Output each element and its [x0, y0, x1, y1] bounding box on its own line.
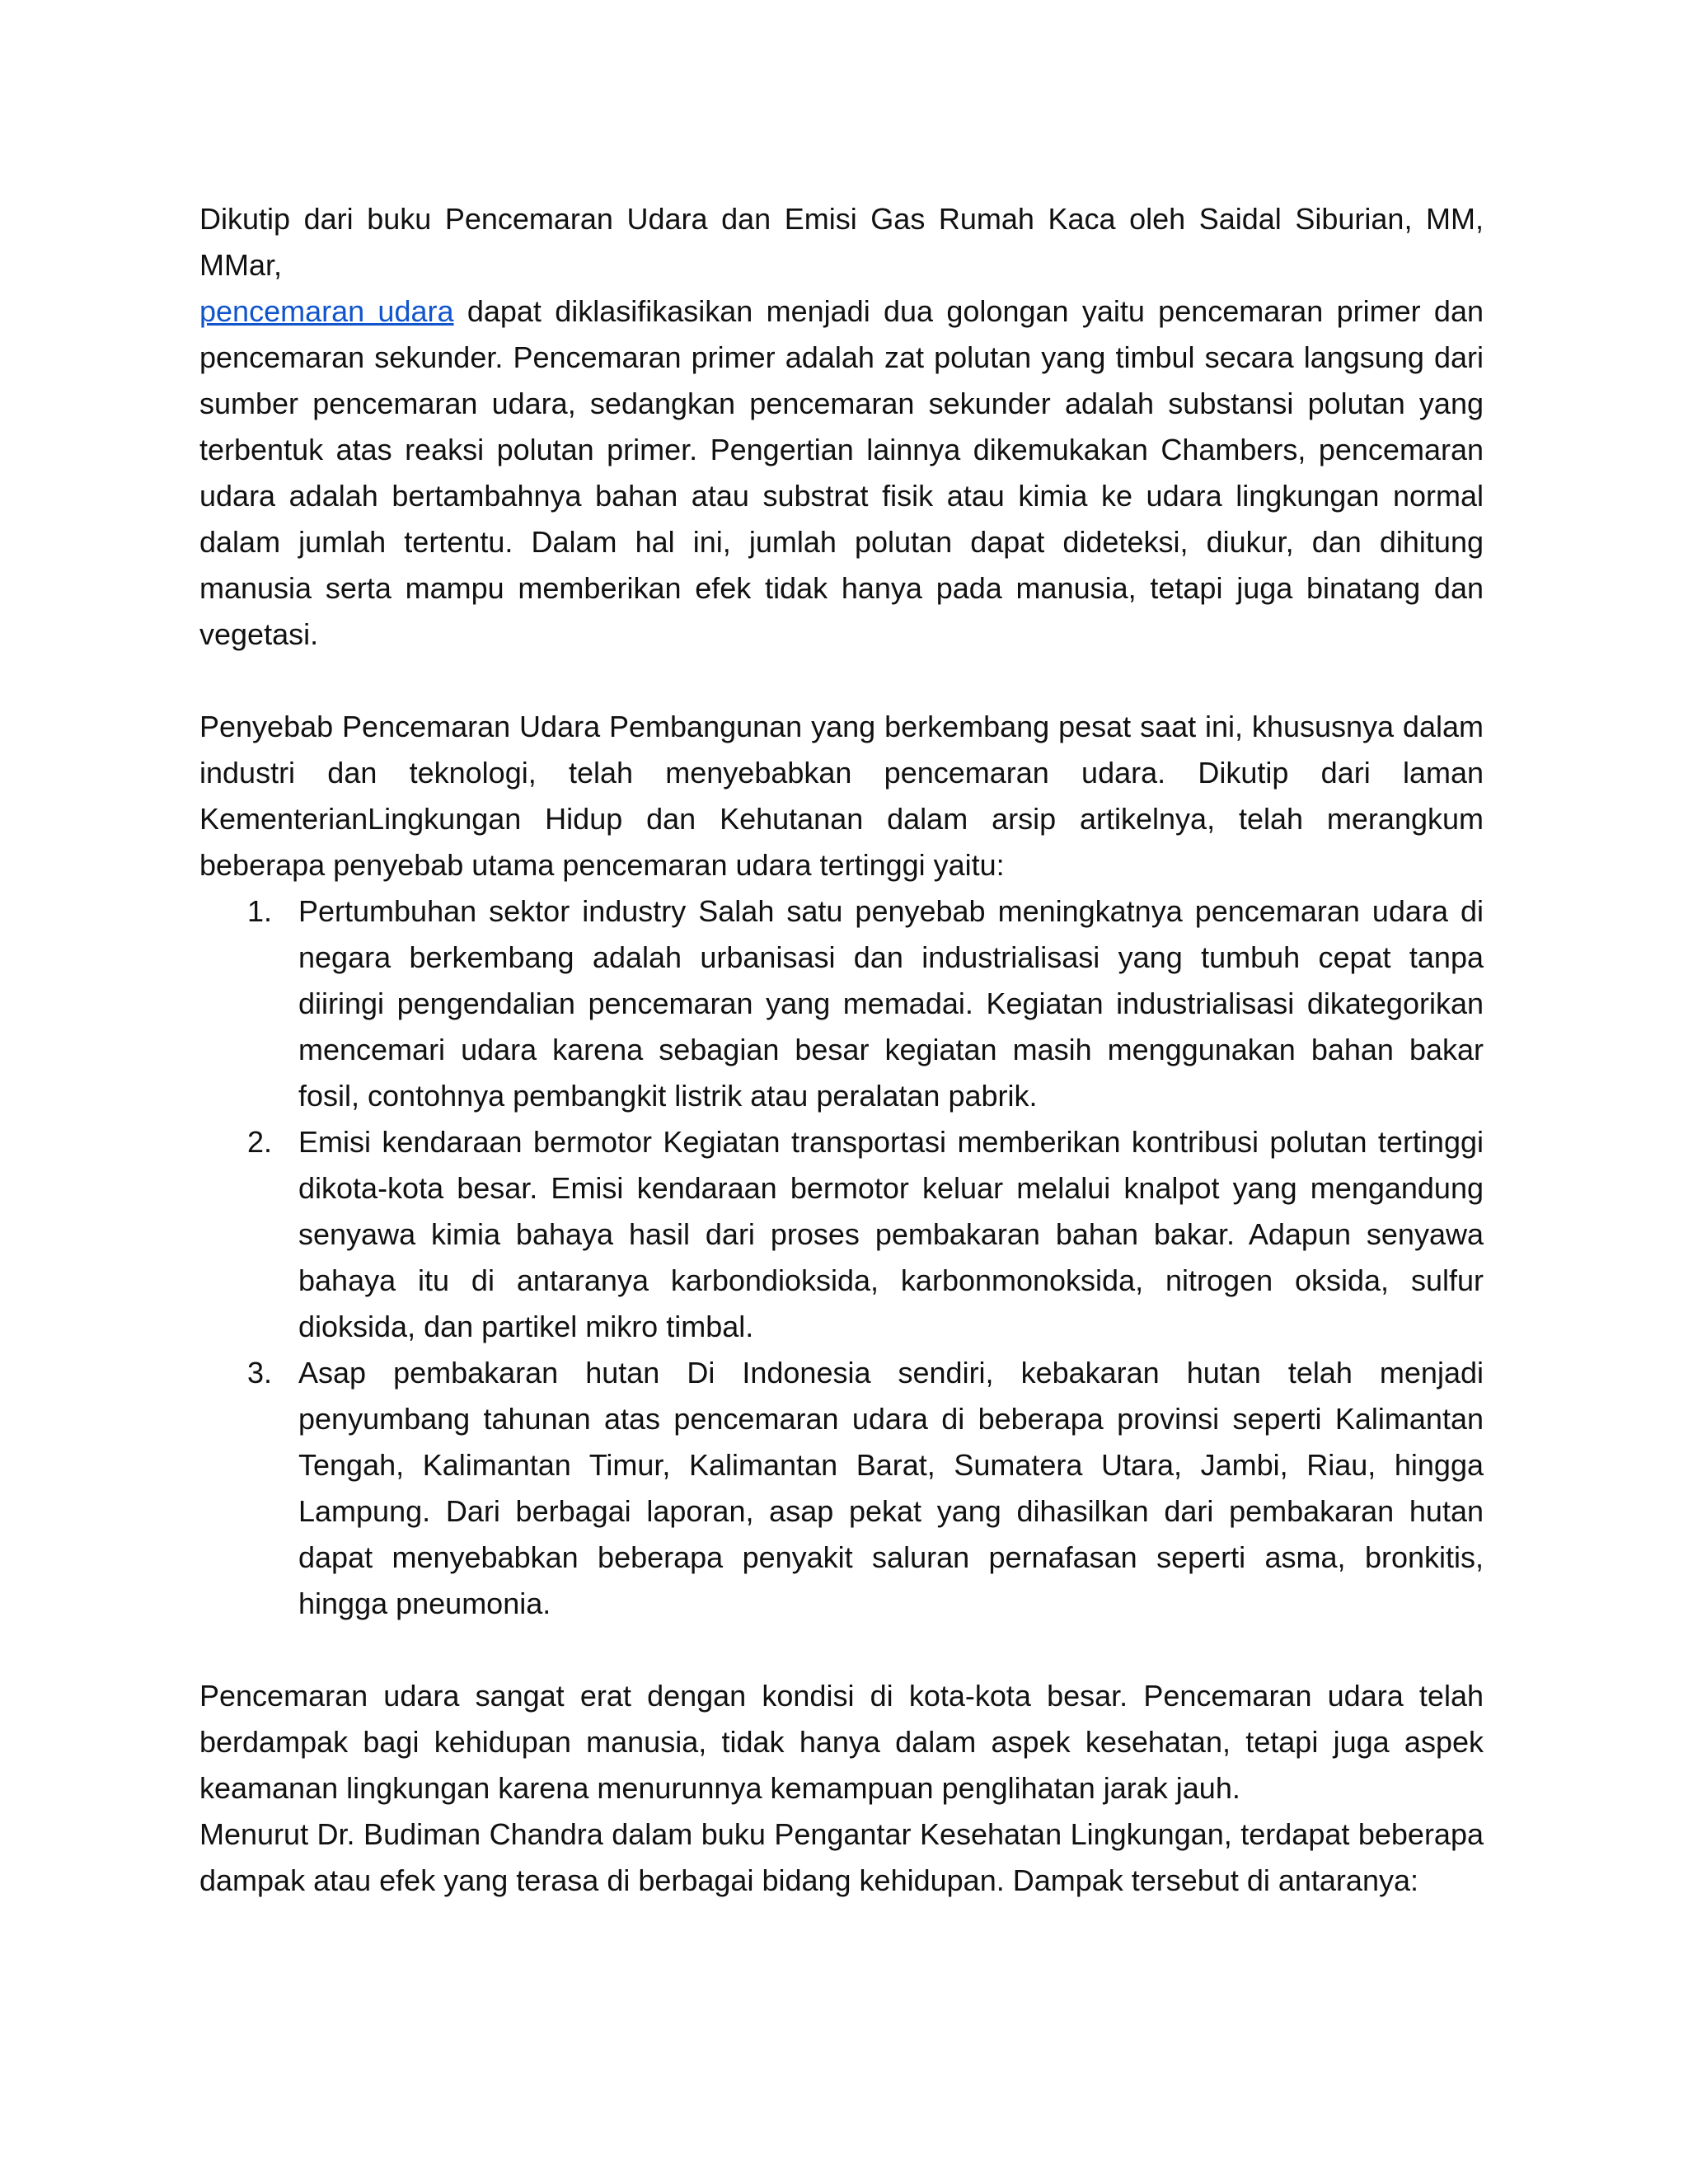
list-item-number: 3.: [247, 1356, 273, 1390]
causes-intro-paragraph: Penyebab Pencemaran Udara Pembangunan yang berkembang pesat saat ini, khususnya dalam industri dan teknologi, telah menyebabkan pencemaran udara. Dikutip dari laman KementerianLingkungan Hidup dan Kehutanan dalam arsip artikelnya, telah merangkum beberapa penyebab utama pencemaran udara tertinggi yaitu:: [199, 710, 1484, 882]
list-item-text: Asap pembakaran hutan Di Indonesia sendiri, kebakaran hutan telah menjadi penyumbang tahunan atas pencemaran udara di beberapa provinsi seperti Kalimantan Tengah, Kalimantan Timur, Kalimantan Barat, Sumatera Utara, Jambi, Riau, hingga Lampung. Dari berbagai laporan, asap pekat yang dihasilkan dari pembakaran hutan dapat menyebabkan beberapa penyakit saluran pernafasan seperti asma, bronkitis, hingga pneumonia.: [298, 1356, 1484, 1620]
intro-paragraph: [199, 288, 1484, 658]
list-item: [199, 888, 1484, 1119]
document-body: [199, 196, 1484, 1904]
chandra-paragraph: Menurut Dr. Budiman Chandra dalam buku Pengantar Kesehatan Lingkungan, terdapat beberapa dampak atau efek yang terasa di berbagai bidang kehidupan. Dampak tersebut di antaranya:: [199, 1817, 1484, 1897]
impact-paragraph: Pencemaran udara sangat erat dengan kondisi di kota-kota besar. Pencemaran udara telah berdampak bagi kehidupan manusia, tidak hanya dalam aspek kesehatan, tetapi juga aspek keamanan lingkungan karena menurunnya kemampuan penglihatan jarak jauh.: [199, 1679, 1484, 1805]
source-line: Dikutip dari buku Pencemaran Udara dan Emisi Gas Rumah Kaca oleh Saidal Siburian, MM, MMar,: [199, 202, 1484, 282]
causes-list: [199, 888, 1484, 1627]
list-item: [199, 1119, 1484, 1350]
list-item-number: 2.: [247, 1125, 273, 1159]
intro-paragraph-text: dapat diklasifikasikan menjadi dua golongan yaitu pencemaran primer dan pencemaran sekunder. Pencemaran primer adalah zat polutan yang timbul secara langsung dari sumber pencemaran udara, sedangkan pencemaran sekunder adalah substansi polutan yang terbentuk atas reaksi polutan primer. Pengertian lainnya dikemukakan Chambers, pencemaran udara adalah bertambahnya bahan atau substrat fisik atau kimia ke udara lingkungan normal dalam jumlah tertentu. Dalam hal ini, jumlah polutan dapat dideteksi, diukur, dan dihitung manusia serta mampu memberikan efek tidak hanya pada manusia, tetapi juga binatang dan vegetasi.: [199, 294, 1484, 651]
list-item-text: Emisi kendaraan bermotor Kegiatan transportasi memberikan kontribusi polutan tertinggi dikota-kota besar. Emisi kendaraan bermotor keluar melalui knalpot yang mengandung senyawa kimia bahaya hasil dari proses pembakaran bahan bakar. Adapun senyawa bahaya itu di antaranya karbondioksida, karbonmonoksida, nitrogen oksida, sulfur dioksida, dan partikel mikro timbal.: [298, 1125, 1484, 1343]
list-item-number: 1.: [247, 894, 273, 928]
list-item: [199, 1350, 1484, 1627]
pencemaran-udara-link[interactable]: pencemaran udara: [199, 294, 454, 328]
list-item-text: Pertumbuhan sektor industry Salah satu penyebab meningkatnya pencemaran udara di negara berkembang adalah urbanisasi dan industrialisasi yang tumbuh cepat tanpa diiringi pengendalian pencemaran yang memadai. Kegiatan industrialisasi dikategorikan mencemari udara karena sebagian besar kegiatan masih menggunakan bahan bakar fosil, contohnya pembangkit listrik atau peralatan pabrik.: [298, 894, 1484, 1113]
paragraph-spacer: [199, 1627, 1484, 1673]
paragraph-spacer: [199, 658, 1484, 704]
